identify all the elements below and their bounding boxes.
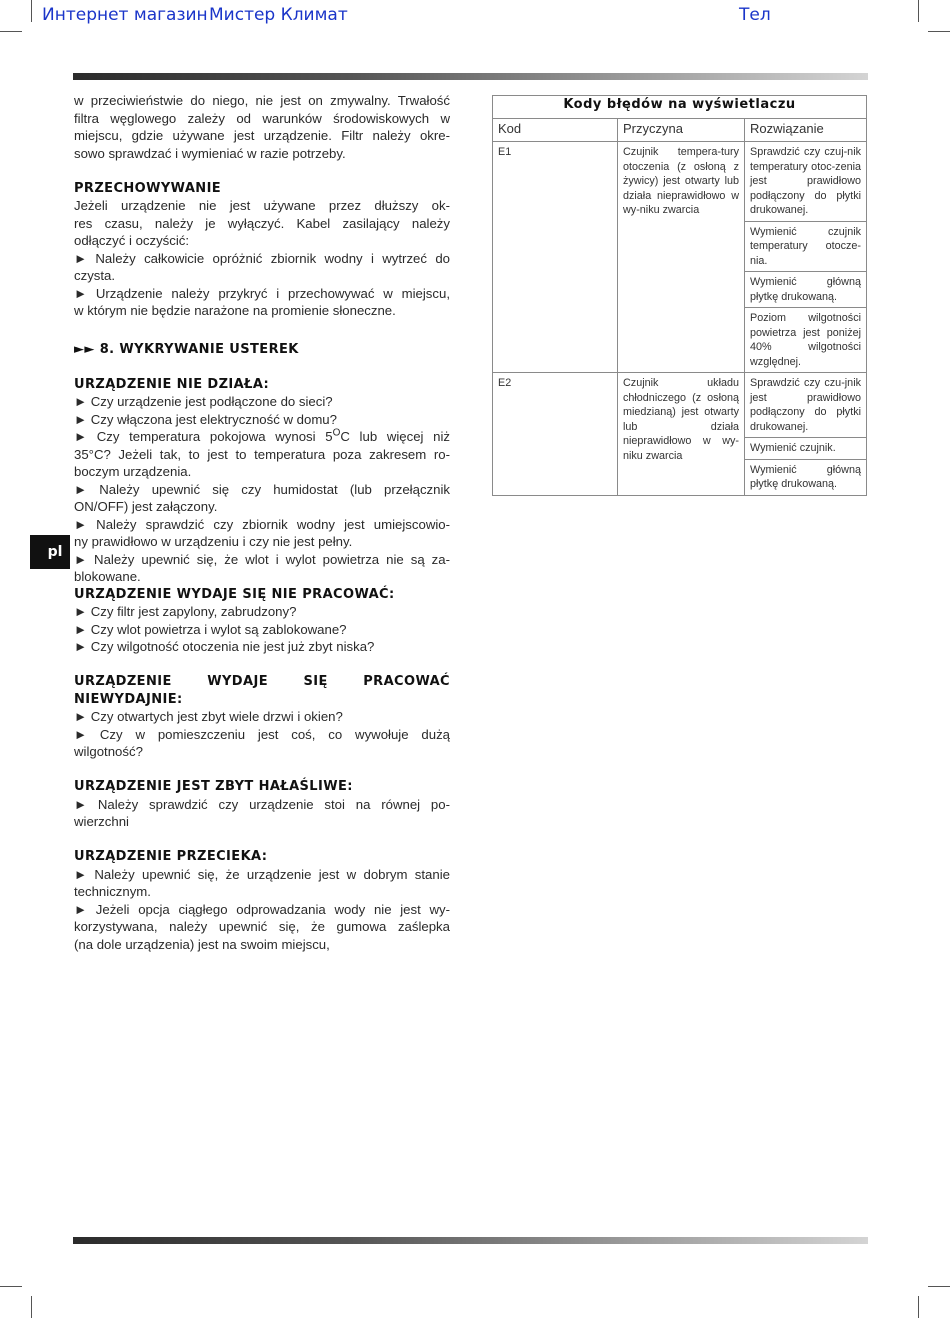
left-column	[74, 92, 450, 953]
bullet-line: ► Czy filtr jest zapylony, zabrudzony?	[74, 604, 297, 619]
column-header-solution: Rozwiązanie	[745, 119, 867, 142]
inefficient-heading: URZĄDZENIE WYDAJE SIĘ PRACOWAĆ	[74, 674, 450, 689]
error-solution: Wymienić czujnik temperatury otocze-nia.	[745, 221, 867, 272]
bottom-gradient-bar	[73, 1237, 868, 1244]
brand-link[interactable]: Мистер Климат	[209, 5, 348, 25]
text-line: ny prawidłowo w urządzeniu i czy nie jest pełny.	[74, 534, 353, 549]
crop-mark	[918, 1296, 919, 1318]
column-header-cause: Przyczyna	[618, 119, 745, 142]
bullet-line: ► Czy włączona jest elektryczność w domu?	[74, 411, 337, 427]
crop-mark	[0, 31, 22, 32]
error-solution: Wymienić główną płytkę drukowaną.	[745, 272, 867, 308]
inefficient-heading-line2: NIEWYDAJNIE:	[74, 691, 183, 707]
crop-mark	[31, 1296, 32, 1318]
text-line: (na dole urządzenia) jest na swoim miejscu,	[74, 936, 330, 952]
text-line: blokowane.	[74, 569, 141, 584]
text-line: ON/OFF) jest załączony.	[74, 499, 218, 514]
bullet-line: ► Jeżeli opcja ciągłego odprowadzania wody nie jest wy-	[74, 901, 450, 917]
error-solution: Poziom wilgotności powietrza jest poniżej 40% wilgotności względnej.	[745, 308, 867, 373]
section-heading: ►► 8. WYKRYWANIE USTEREK	[74, 341, 299, 357]
table-row	[493, 142, 867, 222]
bullet-line: ► Czy urządzenie jest podłączone do sieci?	[74, 394, 333, 409]
bullet-line: ► Urządzenie należy przykryć i przechowywać w miejscu,	[74, 285, 450, 301]
error-code: E2	[493, 373, 618, 496]
shop-link[interactable]: Интернет магазин	[42, 5, 208, 25]
top-gradient-bar	[73, 73, 868, 80]
error-codes-table	[492, 95, 867, 496]
noisy-heading: URZĄDZENIE JEST ZBYT HAŁAŚLIWE:	[74, 779, 353, 794]
bullet-line: ► Należy upewnić się, że urządzenie jest w dobrym stanie	[74, 866, 450, 882]
not-working-heading: URZĄDZENIE NIE DZIAŁA:	[74, 376, 270, 392]
phone-link[interactable]: Тел	[739, 5, 771, 25]
crop-mark	[31, 0, 32, 22]
error-cause: Czujnik układu chłodniczego (z osłoną miedzianą) jest otwarty lub działa nieprawidłowo w wy-niku zwarcia	[618, 373, 745, 496]
error-solution: Sprawdzić czy czu-jnik jest prawidłowo podłączony do płytki drukowanej.	[745, 373, 867, 438]
error-solution: Sprawdzić czy czuj-nik temperatury otoc-zenia jest prawidłowo podłączony do płytki drukowanej.	[745, 142, 867, 222]
bullet-line: ► Czy wilgotność otoczenia nie jest już zbyt niska?	[74, 639, 375, 654]
error-cause: Czujnik tempera-tury otoczenia (z osłoną z żywicy) jest otwarty lub działa nieprawidłowo w wy-niku zwarcia	[618, 142, 745, 373]
text-line: odłączyć i oczyścić:	[74, 233, 190, 248]
column-header-code: Kod	[493, 119, 618, 142]
text-line: czysta.	[74, 268, 116, 283]
bullet-line: ► Należy upewnić się czy humidostat (lub przełącznik	[74, 481, 450, 497]
table-row	[493, 373, 867, 438]
text-line: miejscu, gdzie używane jest urządzenie. Filtr należy okre-	[74, 128, 450, 143]
error-code: E1	[493, 142, 618, 373]
bullet-line: ► Należy sprawdzić czy zbiornik wodny jest umiejscowio-	[74, 516, 450, 532]
seems-not-working-heading: URZĄDZENIE WYDAJE SIĘ NIE PRACOWAĆ:	[74, 586, 395, 602]
crop-mark	[928, 1286, 950, 1287]
crop-mark	[918, 0, 919, 22]
text-line: 35°C? Jeżeli tak, to jest to temperatura poza zakresem ro-	[74, 446, 450, 462]
bullet-line: ► Należy sprawdzić czy urządzenie stoi na równej po-	[74, 796, 450, 812]
leaking-heading: URZĄDZENIE PRZECIEKA:	[74, 849, 268, 864]
bullet-line: ► Czy w pomieszczeniu jest coś, co wywołuje dużą	[74, 726, 450, 742]
table-title: Kody błędów na wyświetlaczu	[493, 96, 867, 119]
error-solution: Wymienić główną płytkę drukowaną.	[745, 459, 867, 495]
text-line: wierzchni	[74, 814, 129, 829]
bullet-line: ► Czy otwartych jest zbyt wiele drzwi i okien?	[74, 709, 343, 724]
bullet-line: ► Należy upewnić się, że wlot i wylot powietrza nie są za-	[74, 551, 450, 567]
storage-heading: PRZECHOWYWANIE	[74, 180, 222, 196]
text-line: sowo sprawdzać i wymieniać w razie potrzeby.	[74, 145, 346, 161]
error-solution: Wymienić czujnik.	[745, 438, 867, 460]
text-line: w przeciwieństwie do niego, nie jest on zmywalny. Trwałość	[74, 93, 450, 108]
text-line: boczym urządzenia.	[74, 464, 192, 479]
text-line: korzystywana, należy upewnić się, że gumowa zaślepka	[74, 919, 450, 934]
crop-mark	[0, 1286, 22, 1287]
text-line: filtra węglowego zależy od warunków środowiskowych w	[74, 110, 450, 126]
bullet-line: ► Czy wlot powietrza i wylot są zablokowane?	[74, 621, 347, 637]
text-line: wilgotność?	[74, 744, 143, 759]
text-line: technicznym.	[74, 884, 151, 899]
bullet-line: ► Czy temperatura pokojowa wynosi $5^OC$ lub więcej niż	[74, 427, 450, 444]
language-tab: pl	[30, 535, 70, 569]
crop-mark	[928, 31, 950, 32]
bullet-line: ► Należy całkowicie opróżnić zbiornik wodny i wytrzeć do	[74, 250, 450, 266]
text-line: w którym nie będzie narażone na promienie słoneczne.	[74, 303, 396, 318]
text-line: res czasu, należy je wyłączyć. Kabel zasilający należy	[74, 215, 450, 231]
text-line: Jeżeli urządzenie nie jest używane przez dłuższy ok-	[74, 198, 450, 213]
